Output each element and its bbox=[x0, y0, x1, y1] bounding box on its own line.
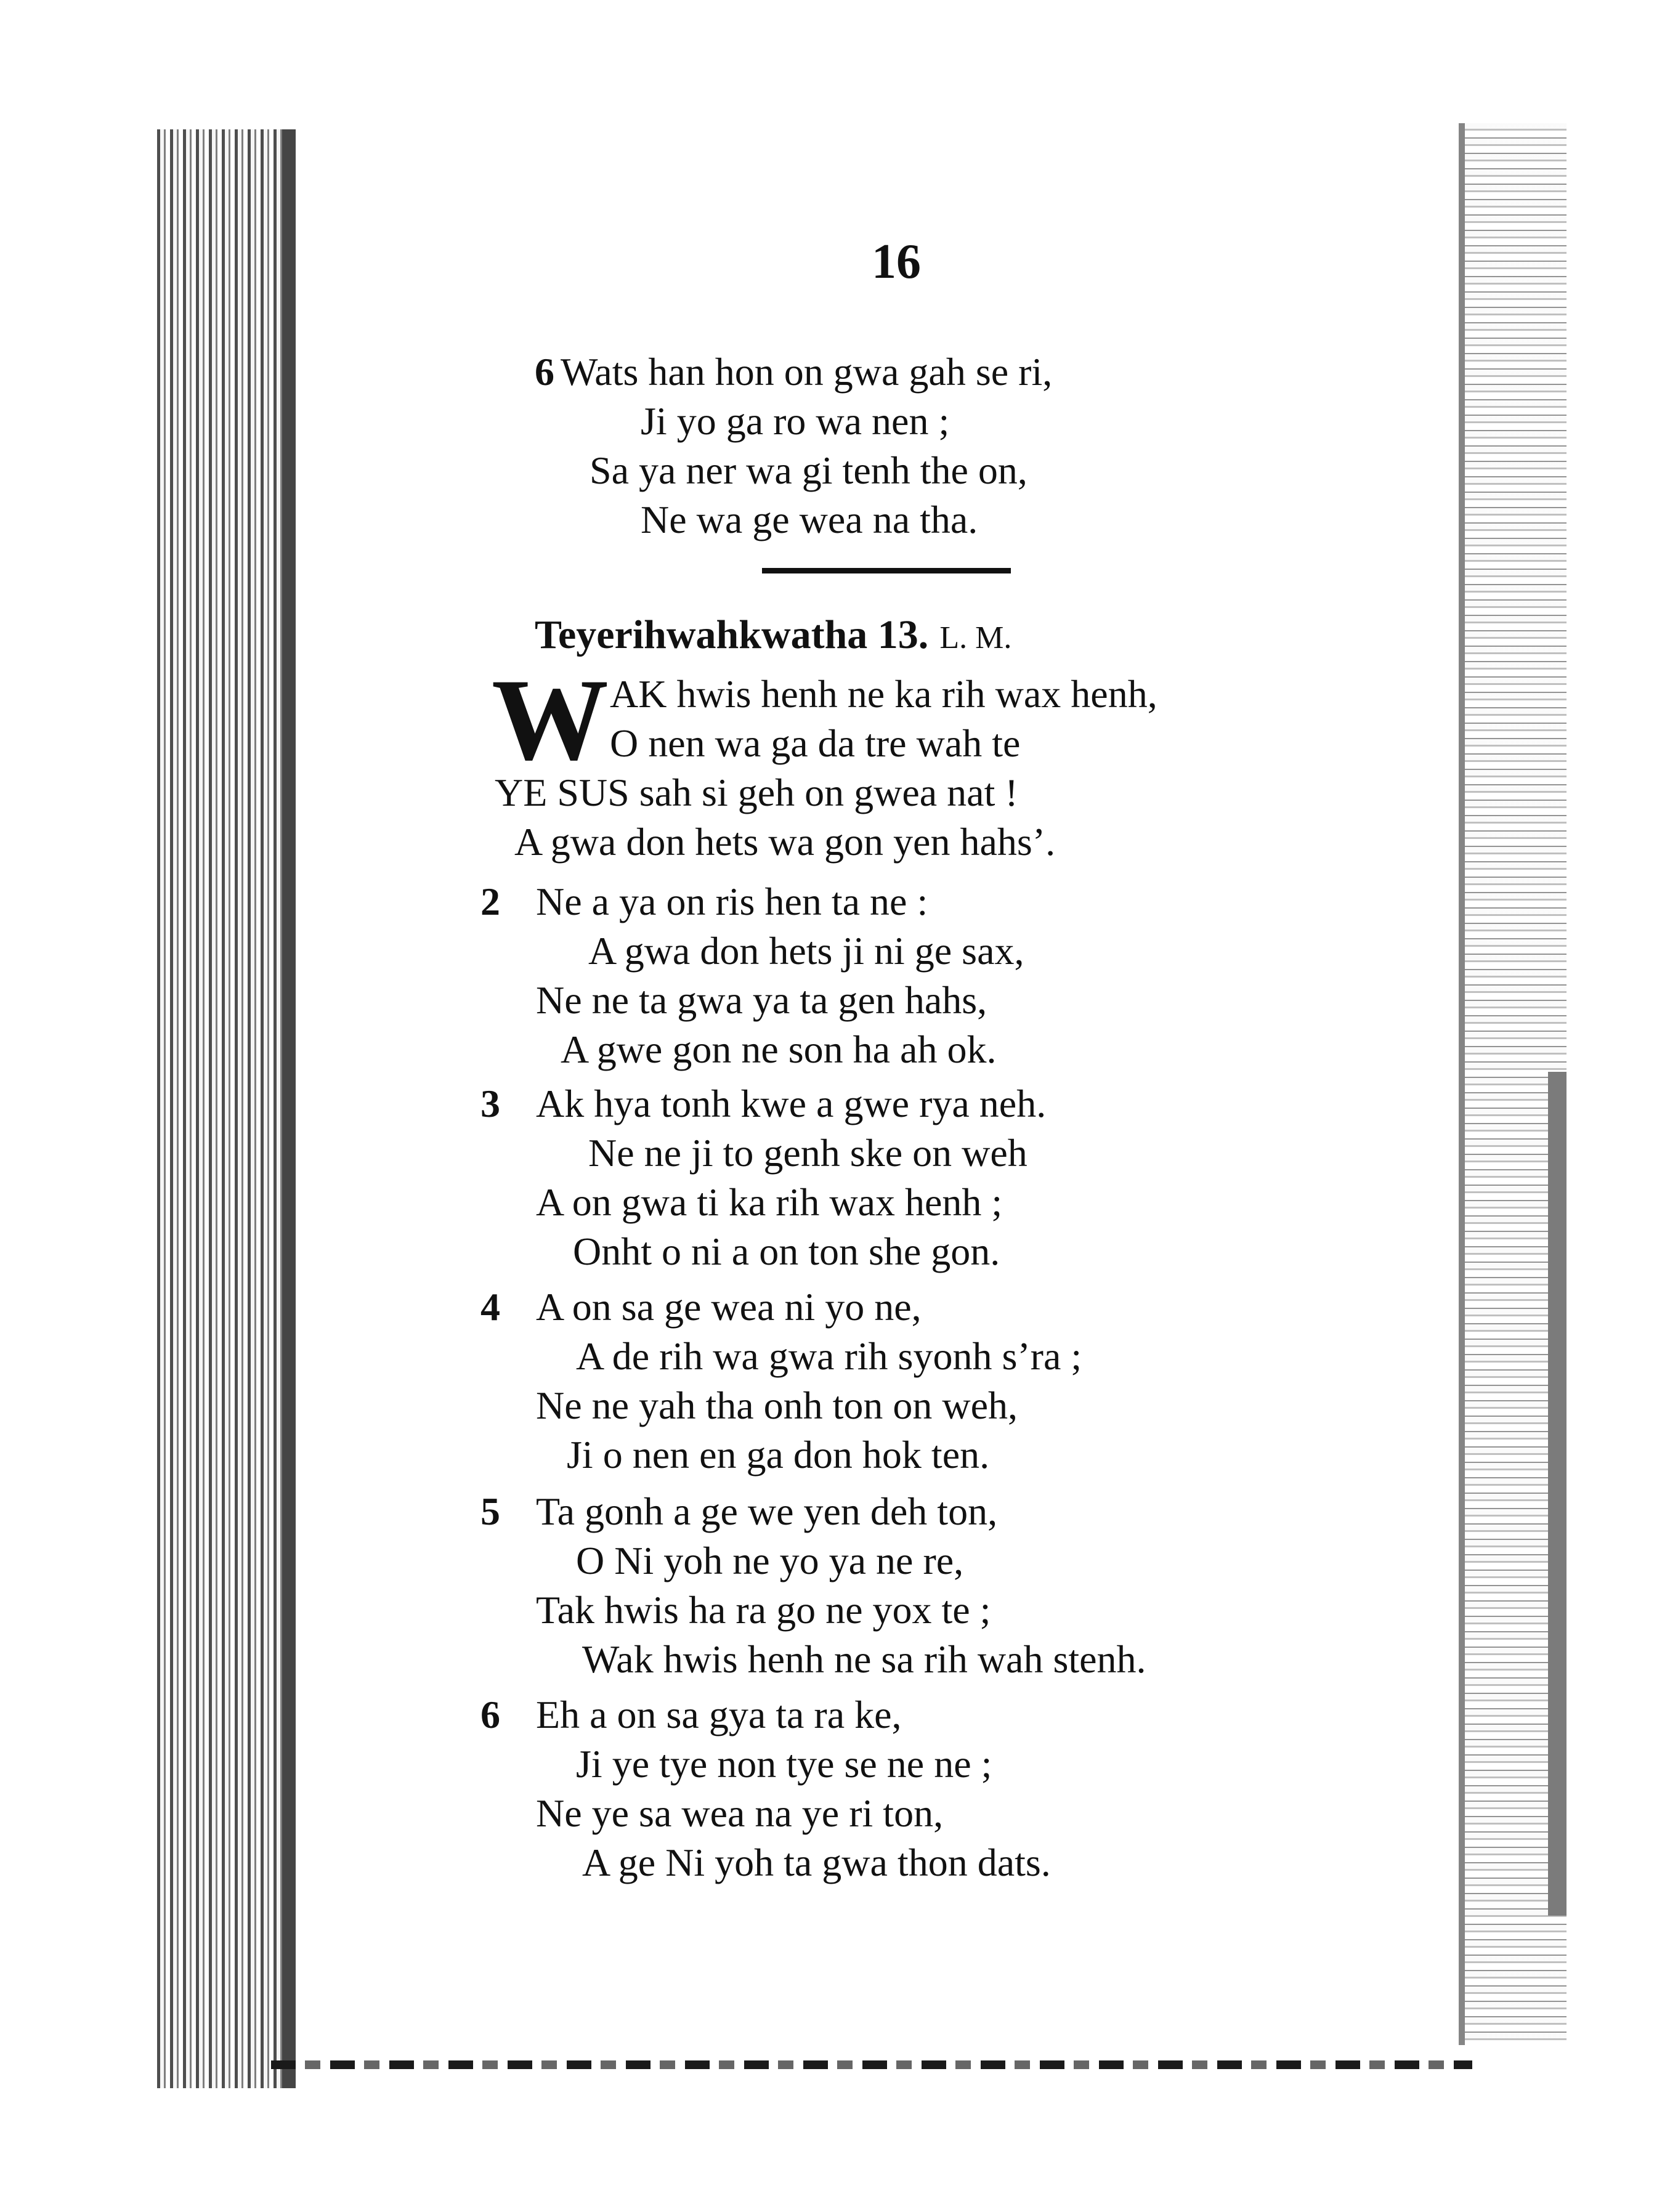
verse-line: Ne ne yah tha onh ton on weh, bbox=[536, 1384, 1018, 1427]
verse-line: Ta gonh a ge we yen deh ton, bbox=[536, 1489, 998, 1533]
verse-line: Eh a on sa gya ta ra ke, bbox=[536, 1693, 902, 1736]
drop-cap: W bbox=[492, 655, 609, 785]
verse-line: O nen wa ga da tre wah te bbox=[610, 721, 1021, 765]
verse-line: Wak hwis henh ne sa rih wah stenh. bbox=[582, 1637, 1146, 1681]
verse-line: A de rih wa gwa rih syonh s’ra ; bbox=[576, 1334, 1082, 1378]
verse-line: Ne ne ji to genh ske on weh bbox=[588, 1131, 1027, 1175]
verse-number: 4 bbox=[480, 1285, 500, 1329]
scanned-page-right-edge bbox=[1459, 123, 1567, 2045]
verse-line: Ji ye tye non tye se ne ne ; bbox=[576, 1742, 992, 1786]
verse-line: A gwa don hets ji ni ge sax, bbox=[588, 929, 1024, 973]
verse-line: Tak hwis ha ra go ne yox te ; bbox=[536, 1588, 991, 1632]
verse-number: 6 bbox=[535, 350, 554, 394]
hymn-title bbox=[535, 612, 1012, 657]
verse-line: Ji yo ga ro wa nen ; bbox=[641, 399, 950, 443]
verse-line: YE SUS sah si geh on gwea nat ! bbox=[495, 771, 1018, 814]
verse-line: A on sa ge wea ni yo ne, bbox=[536, 1285, 922, 1329]
verse-line: A gwe gon ne son ha ah ok. bbox=[561, 1027, 997, 1071]
verse-line: Ne a ya on ris hen ta ne : bbox=[536, 880, 928, 923]
section-divider bbox=[762, 568, 1011, 573]
verse-line: Wats han hon on gwa gah se ri, bbox=[561, 350, 1053, 394]
hymn-title-text: Teyerihwahkwatha 13. bbox=[535, 612, 929, 657]
verse-line: Sa ya ner wa gi tenh the on, bbox=[590, 448, 1027, 492]
verse-line: A ge Ni yoh ta gwa thon dats. bbox=[582, 1841, 1051, 1884]
verse-line: Onht o ni a on ton she gon. bbox=[573, 1230, 1000, 1273]
verse-line: Ne ye sa wea na ye ri ton, bbox=[536, 1791, 944, 1835]
verse-line: Ne wa ge wea na tha. bbox=[641, 498, 978, 541]
verse-number: 5 bbox=[480, 1489, 500, 1533]
verse-number: 3 bbox=[480, 1082, 500, 1125]
verse-number: 2 bbox=[480, 880, 500, 923]
page-number: 16 bbox=[872, 235, 921, 289]
scanned-page-left-edge bbox=[157, 129, 290, 2088]
verse-line: O Ni yoh ne yo ya ne re, bbox=[576, 1539, 964, 1582]
verse-line: AK hwis henh ne ka rih wax henh, bbox=[610, 672, 1157, 716]
verse-line: Ak hya tonh kwe a gwe rya neh. bbox=[536, 1082, 1047, 1125]
scanned-page-bottom-edge bbox=[271, 2060, 1472, 2069]
verse-line: Ne ne ta gwa ya ta gen hahs, bbox=[536, 978, 987, 1022]
verse-line: A gwa don hets wa gon yen hahs’. bbox=[514, 820, 1056, 864]
verse-line: A on gwa ti ka rih wax henh ; bbox=[536, 1180, 1003, 1224]
hymn-meter: L. M. bbox=[939, 620, 1012, 655]
verse-line: Ji o nen en ga don hok ten. bbox=[567, 1433, 990, 1477]
verse-number: 6 bbox=[480, 1693, 500, 1736]
